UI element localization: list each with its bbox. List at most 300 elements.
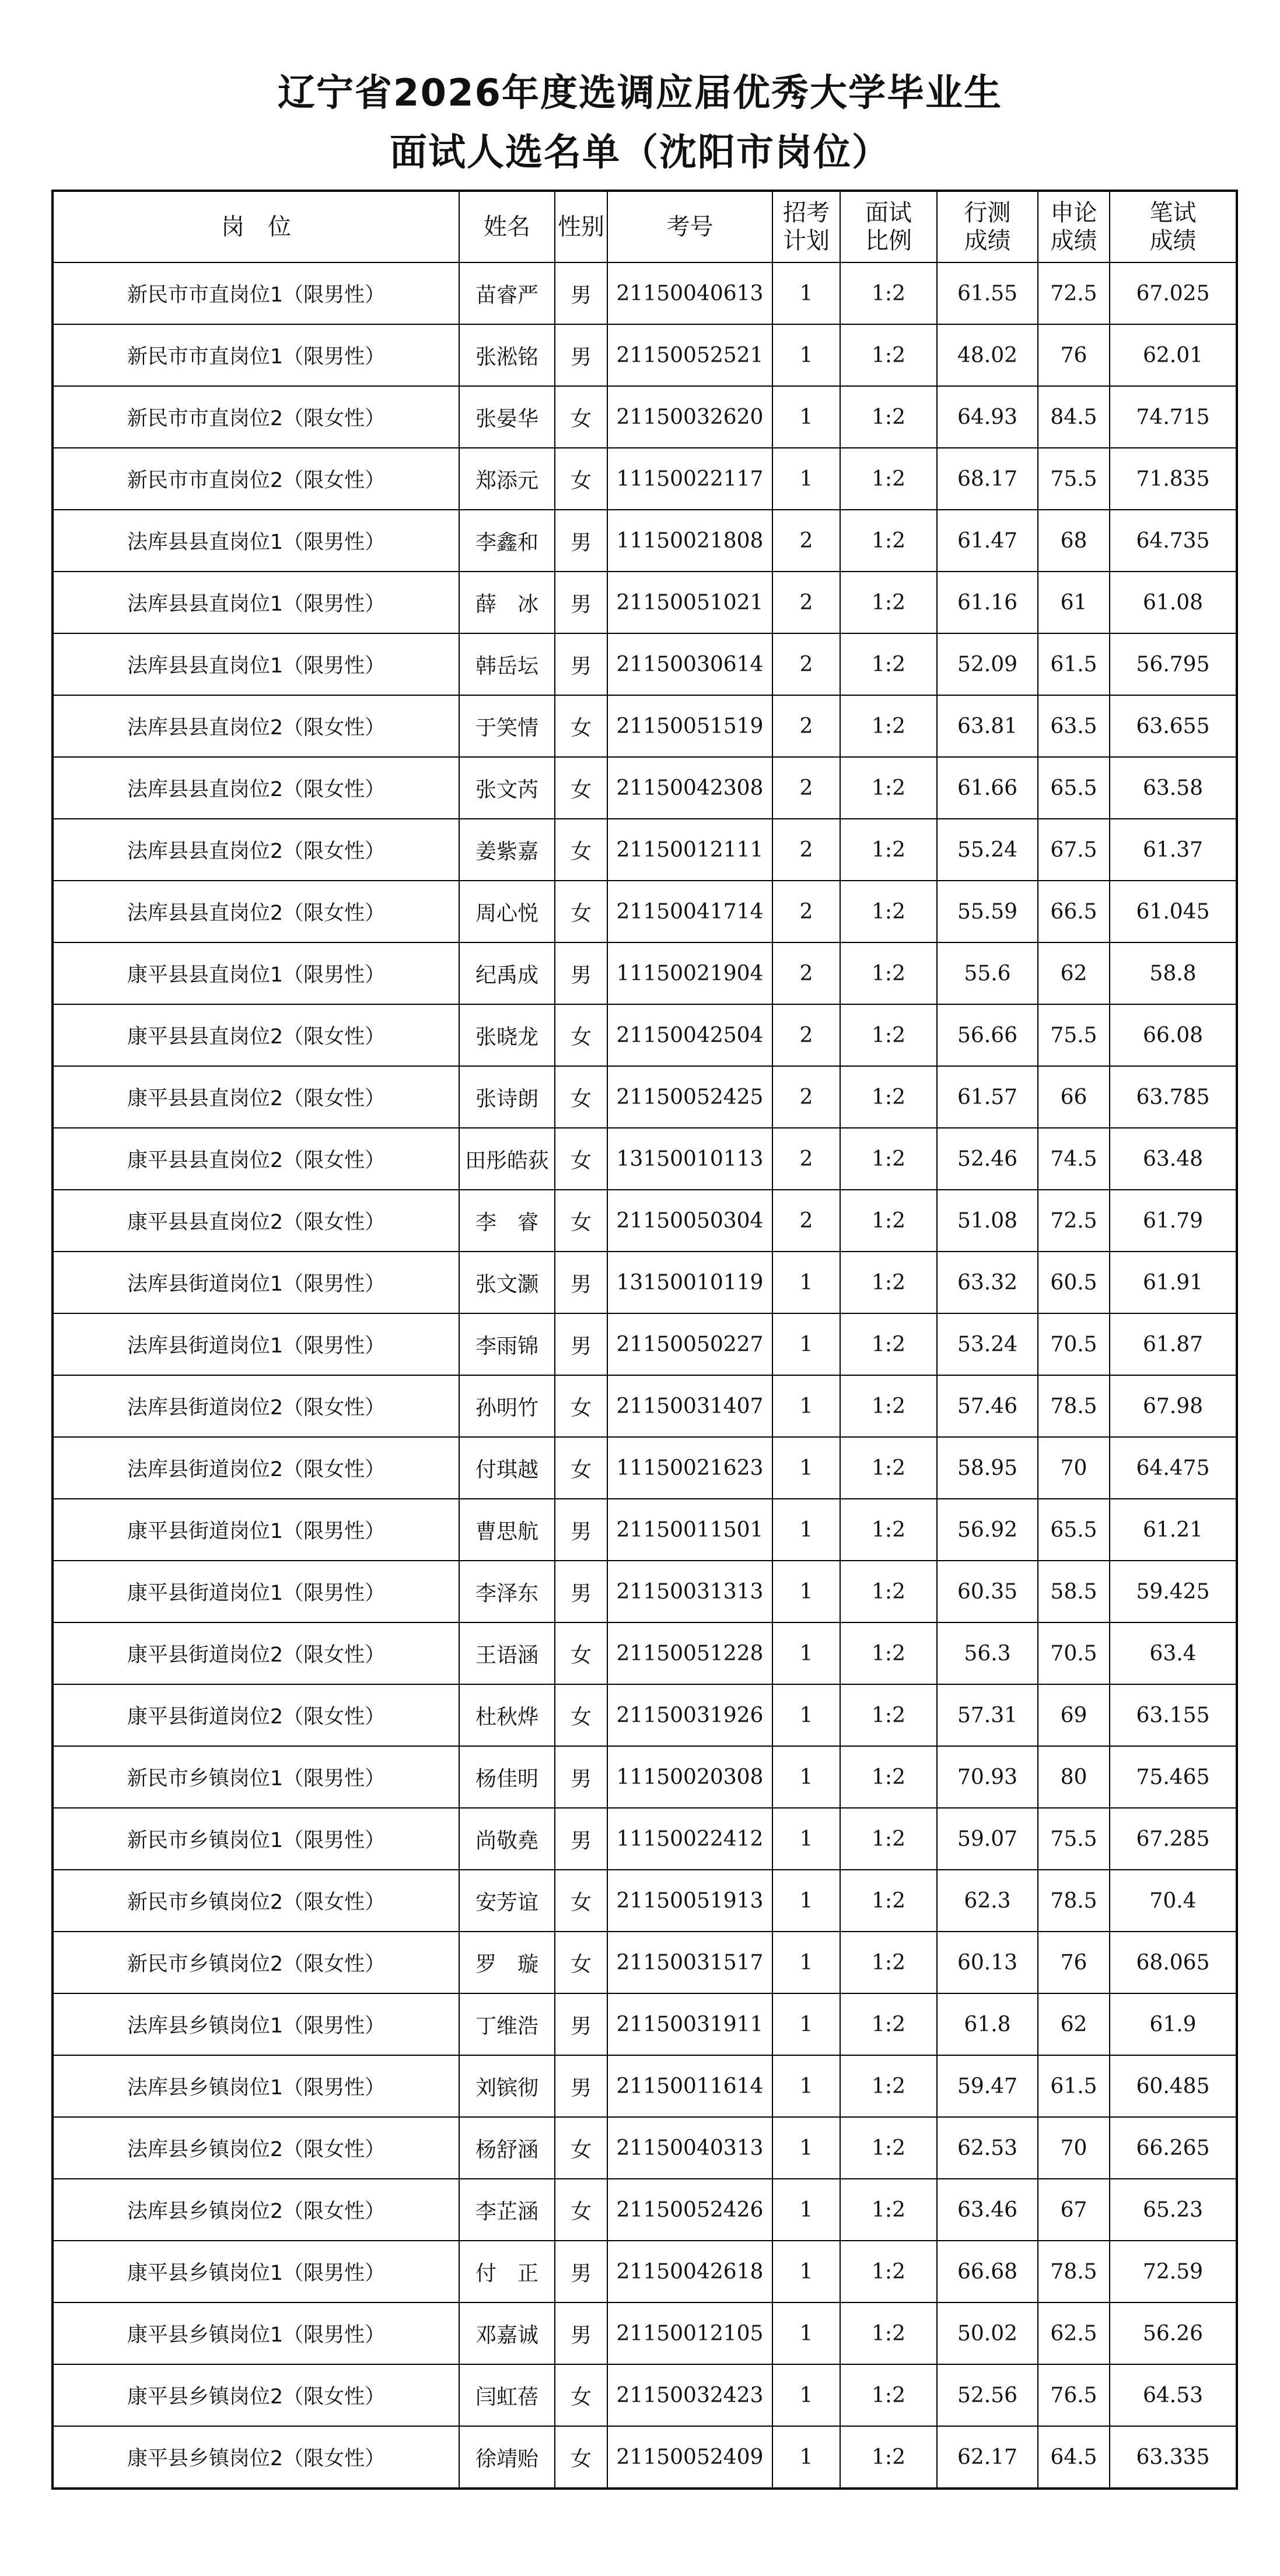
cell-gender: 女: [555, 386, 607, 448]
cell-xingce-score: 60.35: [937, 1561, 1038, 1622]
cell-written-score: 68.065: [1110, 1932, 1237, 1993]
cell-shenlun-score: 65.5: [1038, 757, 1110, 819]
cell-exam-no: 21150030614: [607, 633, 772, 695]
cell-plan: 2: [772, 510, 840, 572]
cell-ratio: 1:2: [840, 2179, 937, 2241]
table-row: [53, 1870, 1237, 1932]
cell-plan: 1: [772, 2241, 840, 2302]
cell-plan: 2: [772, 695, 840, 757]
cell-gender: 男: [555, 510, 607, 572]
cell-written-score: 61.37: [1110, 819, 1237, 881]
cell-xingce-score: 60.13: [937, 1932, 1038, 1993]
cell-ratio: 1:2: [840, 2302, 937, 2364]
cell-written-score: 66.265: [1110, 2117, 1237, 2179]
cell-gender: 女: [555, 1870, 607, 1932]
cell-gender: 男: [555, 1746, 607, 1808]
cell-exam-no: 21150051913: [607, 1870, 772, 1932]
cell-exam-no: 21150050304: [607, 1190, 772, 1252]
cell-shenlun-score: 66: [1038, 1066, 1110, 1128]
cell-position: 康平县乡镇岗位1（限男性）: [53, 2241, 459, 2302]
cell-position: 法库县县直岗位2（限女性）: [53, 881, 459, 942]
cell-ratio: 1:2: [840, 2241, 937, 2302]
table-row: [53, 1622, 1237, 1684]
cell-position: 康平县乡镇岗位1（限男性）: [53, 2302, 459, 2364]
cell-name: 田彤皓荻: [459, 1128, 555, 1190]
cell-written-score: 71.835: [1110, 448, 1237, 510]
cell-exam-no: 21150011614: [607, 2055, 772, 2117]
cell-ratio: 1:2: [840, 1870, 937, 1932]
table-row: [53, 2364, 1237, 2426]
cell-ratio: 1:2: [840, 1746, 937, 1808]
cell-gender: 男: [555, 572, 607, 633]
cell-exam-no: 11150021808: [607, 510, 772, 572]
table-row: [53, 695, 1237, 757]
cell-written-score: 61.045: [1110, 881, 1237, 942]
cell-written-score: 61.79: [1110, 1190, 1237, 1252]
cell-xingce-score: 52.09: [937, 633, 1038, 695]
cell-written-score: 63.335: [1110, 2426, 1237, 2489]
cell-position: 法库县街道岗位1（限男性）: [53, 1252, 459, 1313]
table-row: [53, 1128, 1237, 1190]
table-row: [53, 1932, 1237, 1993]
cell-plan: 1: [772, 1993, 840, 2055]
cell-written-score: 70.4: [1110, 1870, 1237, 1932]
cell-ratio: 1:2: [840, 1190, 937, 1252]
cell-written-score: 63.48: [1110, 1128, 1237, 1190]
table-row: [53, 1004, 1237, 1066]
cell-name: 苗睿严: [459, 262, 555, 324]
table-row: [53, 2055, 1237, 2117]
cell-plan: 2: [772, 1128, 840, 1190]
table-header-row: [53, 191, 1237, 262]
cell-gender: 女: [555, 1004, 607, 1066]
cell-written-score: 65.23: [1110, 2179, 1237, 2241]
cell-plan: 1: [772, 2426, 840, 2489]
cell-gender: 女: [555, 1684, 607, 1746]
cell-plan: 2: [772, 819, 840, 881]
cell-ratio: 1:2: [840, 1437, 937, 1499]
cell-exam-no: 11150022117: [607, 448, 772, 510]
header-position: 岗 位: [53, 191, 459, 262]
cell-xingce-score: 62.3: [937, 1870, 1038, 1932]
cell-ratio: 1:2: [840, 1252, 937, 1313]
cell-gender: 女: [555, 1437, 607, 1499]
cell-plan: 2: [772, 1190, 840, 1252]
cell-position: 康平县街道岗位2（限女性）: [53, 1622, 459, 1684]
cell-exam-no: 21150040313: [607, 2117, 772, 2179]
cell-name: 张文灏: [459, 1252, 555, 1313]
table-row: [53, 633, 1237, 695]
cell-position: 康平县县直岗位2（限女性）: [53, 1066, 459, 1128]
candidate-table: [51, 190, 1238, 2490]
cell-shenlun-score: 76: [1038, 324, 1110, 386]
cell-position: 法库县县直岗位1（限男性）: [53, 633, 459, 695]
cell-position: 新民市市直岗位2（限女性）: [53, 386, 459, 448]
cell-xingce-score: 52.56: [937, 2364, 1038, 2426]
cell-name: 付 正: [459, 2241, 555, 2302]
cell-shenlun-score: 58.5: [1038, 1561, 1110, 1622]
header-name: 姓名: [459, 191, 555, 262]
page-title: 辽宁省2026年度选调应届优秀大学毕业生: [277, 72, 1003, 115]
cell-plan: 2: [772, 757, 840, 819]
cell-gender: 男: [555, 942, 607, 1004]
cell-written-score: 63.155: [1110, 1684, 1237, 1746]
cell-position: 法库县县直岗位1（限男性）: [53, 510, 459, 572]
cell-xingce-score: 57.31: [937, 1684, 1038, 1746]
table-row: [53, 819, 1237, 881]
cell-plan: 2: [772, 1066, 840, 1128]
cell-name: 杜秋烨: [459, 1684, 555, 1746]
cell-gender: 女: [555, 2426, 607, 2489]
cell-ratio: 1:2: [840, 1313, 937, 1375]
cell-exam-no: 21150031313: [607, 1561, 772, 1622]
cell-shenlun-score: 67.5: [1038, 819, 1110, 881]
table-row: [53, 881, 1237, 942]
cell-ratio: 1:2: [840, 448, 937, 510]
cell-written-score: 67.025: [1110, 262, 1237, 324]
cell-ratio: 1:2: [840, 1375, 937, 1437]
cell-xingce-score: 58.95: [937, 1437, 1038, 1499]
cell-plan: 2: [772, 633, 840, 695]
cell-name: 纪禹成: [459, 942, 555, 1004]
cell-plan: 1: [772, 1870, 840, 1932]
cell-gender: 男: [555, 2241, 607, 2302]
cell-gender: 男: [555, 1808, 607, 1870]
cell-shenlun-score: 74.5: [1038, 1128, 1110, 1190]
cell-name: 曹思航: [459, 1499, 555, 1561]
cell-name: 付琪越: [459, 1437, 555, 1499]
cell-ratio: 1:2: [840, 1004, 937, 1066]
cell-ratio: 1:2: [840, 695, 937, 757]
table-row: [53, 1684, 1237, 1746]
cell-gender: 男: [555, 324, 607, 386]
cell-name: 杨佳明: [459, 1746, 555, 1808]
cell-ratio: 1:2: [840, 819, 937, 881]
cell-gender: 女: [555, 1622, 607, 1684]
header-ratio: 面试 比例: [840, 191, 937, 262]
cell-exam-no: 21150031911: [607, 1993, 772, 2055]
cell-written-score: 64.475: [1110, 1437, 1237, 1499]
cell-exam-no: 21150031407: [607, 1375, 772, 1437]
cell-ratio: 1:2: [840, 2364, 937, 2426]
cell-name: 罗 璇: [459, 1932, 555, 1993]
cell-shenlun-score: 76: [1038, 1932, 1110, 1993]
cell-ratio: 1:2: [840, 1684, 937, 1746]
table-row: [53, 1993, 1237, 2055]
cell-written-score: 56.26: [1110, 2302, 1237, 2364]
cell-name: 李鑫和: [459, 510, 555, 572]
cell-xingce-score: 68.17: [937, 448, 1038, 510]
cell-written-score: 63.4: [1110, 1622, 1237, 1684]
cell-xingce-score: 50.02: [937, 2302, 1038, 2364]
table-row: [53, 1313, 1237, 1375]
cell-exam-no: 21150050227: [607, 1313, 772, 1375]
cell-written-score: 58.8: [1110, 942, 1237, 1004]
cell-written-score: 61.91: [1110, 1252, 1237, 1313]
cell-ratio: 1:2: [840, 942, 937, 1004]
cell-plan: 1: [772, 386, 840, 448]
cell-plan: 2: [772, 881, 840, 942]
cell-shenlun-score: 65.5: [1038, 1499, 1110, 1561]
cell-name: 张晓龙: [459, 1004, 555, 1066]
cell-plan: 2: [772, 1004, 840, 1066]
cell-position: 康平县街道岗位2（限女性）: [53, 1684, 459, 1746]
cell-xingce-score: 51.08: [937, 1190, 1038, 1252]
cell-position: 新民市乡镇岗位1（限男性）: [53, 1746, 459, 1808]
cell-name: 张淞铭: [459, 324, 555, 386]
cell-xingce-score: 61.55: [937, 262, 1038, 324]
cell-exam-no: 21150042618: [607, 2241, 772, 2302]
cell-xingce-score: 66.68: [937, 2241, 1038, 2302]
cell-gender: 女: [555, 2117, 607, 2179]
cell-name: 李泽东: [459, 1561, 555, 1622]
cell-ratio: 1:2: [840, 881, 937, 942]
cell-position: 新民市乡镇岗位1（限男性）: [53, 1808, 459, 1870]
cell-gender: 女: [555, 1066, 607, 1128]
cell-xingce-score: 63.81: [937, 695, 1038, 757]
cell-exam-no: 21150052521: [607, 324, 772, 386]
cell-position: 法库县乡镇岗位2（限女性）: [53, 2179, 459, 2241]
cell-plan: 1: [772, 1252, 840, 1313]
cell-ratio: 1:2: [840, 1622, 937, 1684]
cell-written-score: 63.655: [1110, 695, 1237, 757]
cell-plan: 1: [772, 1561, 840, 1622]
cell-xingce-score: 61.8: [937, 1993, 1038, 2055]
cell-shenlun-score: 80: [1038, 1746, 1110, 1808]
cell-exam-no: 13150010113: [607, 1128, 772, 1190]
cell-gender: 女: [555, 1190, 607, 1252]
table-row: [53, 1746, 1237, 1808]
cell-position: 法库县县直岗位1（限男性）: [53, 572, 459, 633]
cell-shenlun-score: 78.5: [1038, 1870, 1110, 1932]
cell-plan: 1: [772, 1808, 840, 1870]
cell-shenlun-score: 62.5: [1038, 2302, 1110, 2364]
cell-xingce-score: 59.47: [937, 2055, 1038, 2117]
cell-xingce-score: 48.02: [937, 324, 1038, 386]
cell-xingce-score: 56.3: [937, 1622, 1038, 1684]
cell-shenlun-score: 61.5: [1038, 633, 1110, 695]
cell-ratio: 1:2: [840, 1499, 937, 1561]
cell-gender: 女: [555, 695, 607, 757]
cell-written-score: 72.59: [1110, 2241, 1237, 2302]
cell-name: 薛 冰: [459, 572, 555, 633]
cell-gender: 男: [555, 262, 607, 324]
cell-position: 法库县乡镇岗位1（限男性）: [53, 2055, 459, 2117]
table-row: [53, 1190, 1237, 1252]
header-gender: 性别: [555, 191, 607, 262]
cell-ratio: 1:2: [840, 262, 937, 324]
cell-position: 新民市乡镇岗位2（限女性）: [53, 1870, 459, 1932]
cell-gender: 男: [555, 2302, 607, 2364]
cell-ratio: 1:2: [840, 1808, 937, 1870]
cell-position: 康平县街道岗位1（限男性）: [53, 1561, 459, 1622]
cell-position: 康平县县直岗位2（限女性）: [53, 1190, 459, 1252]
cell-written-score: 66.08: [1110, 1004, 1237, 1066]
table-row: [53, 572, 1237, 633]
cell-exam-no: 21150051519: [607, 695, 772, 757]
cell-position: 康平县县直岗位2（限女性）: [53, 1004, 459, 1066]
cell-gender: 男: [555, 1313, 607, 1375]
cell-name: 王语涵: [459, 1622, 555, 1684]
cell-position: 法库县县直岗位2（限女性）: [53, 695, 459, 757]
cell-xingce-score: 62.17: [937, 2426, 1038, 2489]
table-row: [53, 2117, 1237, 2179]
cell-gender: 男: [555, 2055, 607, 2117]
cell-name: 李雨锦: [459, 1313, 555, 1375]
cell-position: 法库县街道岗位1（限男性）: [53, 1313, 459, 1375]
cell-ratio: 1:2: [840, 633, 937, 695]
cell-position: 法库县县直岗位2（限女性）: [53, 819, 459, 881]
cell-name: 孙明竹: [459, 1375, 555, 1437]
cell-position: 法库县街道岗位2（限女性）: [53, 1437, 459, 1499]
cell-written-score: 67.98: [1110, 1375, 1237, 1437]
cell-written-score: 64.735: [1110, 510, 1237, 572]
cell-written-score: 67.285: [1110, 1808, 1237, 1870]
cell-exam-no: 21150042308: [607, 757, 772, 819]
cell-exam-no: 21150051021: [607, 572, 772, 633]
cell-name: 周心悦: [459, 881, 555, 942]
cell-xingce-score: 55.6: [937, 942, 1038, 1004]
table-row: [53, 510, 1237, 572]
cell-exam-no: 13150010119: [607, 1252, 772, 1313]
cell-name: 丁维浩: [459, 1993, 555, 2055]
cell-name: 韩岳坛: [459, 633, 555, 695]
table-row: [53, 2302, 1237, 2364]
cell-gender: 女: [555, 881, 607, 942]
cell-ratio: 1:2: [840, 510, 937, 572]
cell-plan: 2: [772, 942, 840, 1004]
cell-shenlun-score: 69: [1038, 1684, 1110, 1746]
table-row: [53, 1499, 1237, 1561]
cell-plan: 1: [772, 262, 840, 324]
cell-name: 张文芮: [459, 757, 555, 819]
cell-shenlun-score: 70: [1038, 1437, 1110, 1499]
cell-name: 尚敬堯: [459, 1808, 555, 1870]
header-shenlun: 申论 成绩: [1038, 191, 1110, 262]
cell-exam-no: 11150022412: [607, 1808, 772, 1870]
cell-ratio: 1:2: [840, 1932, 937, 1993]
cell-xingce-score: 57.46: [937, 1375, 1038, 1437]
cell-ratio: 1:2: [840, 1561, 937, 1622]
cell-plan: 1: [772, 1313, 840, 1375]
cell-name: 李 睿: [459, 1190, 555, 1252]
cell-gender: 女: [555, 2179, 607, 2241]
page-subtitle: 面试人选名单（沈阳市岗位）: [390, 131, 890, 174]
cell-gender: 男: [555, 1252, 607, 1313]
cell-plan: 1: [772, 1746, 840, 1808]
cell-shenlun-score: 84.5: [1038, 386, 1110, 448]
cell-shenlun-score: 62: [1038, 1993, 1110, 2055]
cell-name: 闫虹蓓: [459, 2364, 555, 2426]
cell-gender: 女: [555, 1128, 607, 1190]
cell-exam-no: 21150012111: [607, 819, 772, 881]
cell-name: 刘镔彻: [459, 2055, 555, 2117]
cell-position: 康平县乡镇岗位2（限女性）: [53, 2426, 459, 2489]
cell-exam-no: 21150052409: [607, 2426, 772, 2489]
cell-ratio: 1:2: [840, 386, 937, 448]
table-row: [53, 2426, 1237, 2489]
cell-xingce-score: 70.93: [937, 1746, 1038, 1808]
cell-name: 徐靖贻: [459, 2426, 555, 2489]
cell-shenlun-score: 63.5: [1038, 695, 1110, 757]
cell-shenlun-score: 75.5: [1038, 1808, 1110, 1870]
cell-name: 张诗朗: [459, 1066, 555, 1128]
cell-position: 法库县县直岗位2（限女性）: [53, 757, 459, 819]
table-row: [53, 942, 1237, 1004]
cell-exam-no: 21150041714: [607, 881, 772, 942]
cell-xingce-score: 62.53: [937, 2117, 1038, 2179]
cell-exam-no: 21150032423: [607, 2364, 772, 2426]
cell-plan: 2: [772, 572, 840, 633]
cell-name: 郑添元: [459, 448, 555, 510]
cell-name: 姜紫嘉: [459, 819, 555, 881]
cell-gender: 女: [555, 819, 607, 881]
cell-position: 法库县街道岗位2（限女性）: [53, 1375, 459, 1437]
cell-plan: 1: [772, 1375, 840, 1437]
table-row: [53, 1561, 1237, 1622]
cell-plan: 1: [772, 2117, 840, 2179]
cell-ratio: 1:2: [840, 1066, 937, 1128]
cell-position: 新民市市直岗位1（限男性）: [53, 324, 459, 386]
cell-exam-no: 21150011501: [607, 1499, 772, 1561]
cell-xingce-score: 63.32: [937, 1252, 1038, 1313]
cell-ratio: 1:2: [840, 757, 937, 819]
cell-plan: 1: [772, 324, 840, 386]
cell-written-score: 56.795: [1110, 633, 1237, 695]
cell-exam-no: 21150051228: [607, 1622, 772, 1684]
cell-ratio: 1:2: [840, 1128, 937, 1190]
cell-xingce-score: 63.46: [937, 2179, 1038, 2241]
cell-xingce-score: 53.24: [937, 1313, 1038, 1375]
cell-shenlun-score: 66.5: [1038, 881, 1110, 942]
cell-position: 新民市乡镇岗位2（限女性）: [53, 1932, 459, 1993]
cell-exam-no: 21150031926: [607, 1684, 772, 1746]
cell-written-score: 62.01: [1110, 324, 1237, 386]
cell-position: 法库县乡镇岗位2（限女性）: [53, 2117, 459, 2179]
cell-gender: 女: [555, 448, 607, 510]
cell-exam-no: 11150021623: [607, 1437, 772, 1499]
cell-shenlun-score: 78.5: [1038, 2241, 1110, 2302]
cell-xingce-score: 61.16: [937, 572, 1038, 633]
cell-exam-no: 21150042504: [607, 1004, 772, 1066]
cell-ratio: 1:2: [840, 2055, 937, 2117]
cell-xingce-score: 64.93: [937, 386, 1038, 448]
header-xingce: 行测 成绩: [937, 191, 1038, 262]
table-row: [53, 2241, 1237, 2302]
cell-shenlun-score: 72.5: [1038, 262, 1110, 324]
table-row: [53, 386, 1237, 448]
cell-name: 邓嘉诚: [459, 2302, 555, 2364]
cell-name: 李芷涵: [459, 2179, 555, 2241]
cell-xingce-score: 61.66: [937, 757, 1038, 819]
cell-position: 康平县县直岗位2（限女性）: [53, 1128, 459, 1190]
cell-plan: 1: [772, 448, 840, 510]
table-row: [53, 262, 1237, 324]
cell-gender: 女: [555, 1932, 607, 1993]
cell-position: 康平县县直岗位1（限男性）: [53, 942, 459, 1004]
cell-written-score: 61.21: [1110, 1499, 1237, 1561]
cell-exam-no: 11150020308: [607, 1746, 772, 1808]
cell-exam-no: 21150032620: [607, 386, 772, 448]
cell-gender: 女: [555, 1375, 607, 1437]
cell-written-score: 61.08: [1110, 572, 1237, 633]
table-row: [53, 324, 1237, 386]
cell-plan: 1: [772, 2364, 840, 2426]
cell-shenlun-score: 78.5: [1038, 1375, 1110, 1437]
cell-position: 康平县街道岗位1（限男性）: [53, 1499, 459, 1561]
cell-name: 于笑情: [459, 695, 555, 757]
table-row: [53, 1066, 1237, 1128]
